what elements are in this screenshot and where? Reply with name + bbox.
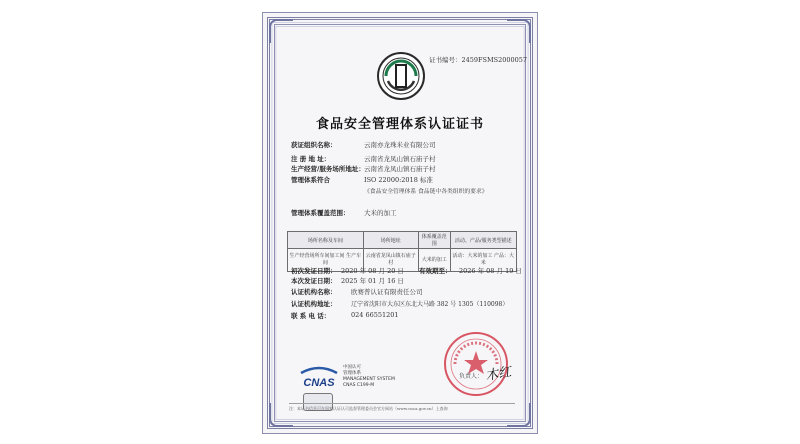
table-header: 场所地址 bbox=[363, 232, 418, 249]
certificate-number-label: 证书编号： bbox=[429, 56, 462, 64]
field-label-standard: 管理体系符合 bbox=[291, 176, 330, 184]
certificate-page bbox=[262, 12, 538, 434]
certificate-number-value: 2459FSMS2000057 bbox=[461, 56, 528, 64]
table-cell: 生产经营场所车间加工间 生产车间 bbox=[288, 249, 364, 272]
table-cell: 大米的加工 bbox=[418, 249, 450, 272]
cnas-line: CNAS C199-M bbox=[343, 383, 375, 388]
field-value-scope: 大米的加工 bbox=[364, 209, 397, 217]
field-value-organization: 云南亦龙珠米业有限公司 bbox=[364, 141, 436, 149]
table-cell: 活动：大米的加工 产品：大米 bbox=[450, 249, 516, 272]
field-label-scope: 管理体系覆盖范围： bbox=[291, 209, 350, 217]
issuer-phone-value: 024 66551201 bbox=[351, 311, 399, 319]
footer-divider bbox=[289, 403, 515, 404]
issuer-name-label: 认证机构名称： bbox=[291, 288, 337, 296]
first-issue-date-label: 初次发证日期： bbox=[291, 267, 337, 275]
certificate-number bbox=[429, 55, 527, 64]
first-issue-date-value: 2020 年 08 月 20 日 bbox=[341, 267, 404, 275]
handwritten-signature: 木红 bbox=[484, 364, 513, 385]
cnas-logo-icon bbox=[297, 365, 341, 391]
cnas-text-block bbox=[343, 365, 395, 389]
issuer-name-value: 欧赛普认证有限责任公司 bbox=[351, 288, 423, 296]
issuer-address-value: 辽宁省沈阳市大东区东北大马路 382 号 1305（110098） bbox=[351, 301, 509, 308]
cnas-line: MANAGEMENT SYSTEM bbox=[343, 377, 395, 382]
cnas-line: 管理体系 bbox=[343, 371, 361, 376]
issuer-address-label: 认证机构地址： bbox=[291, 300, 337, 308]
table-header: 场所名称及车间 bbox=[288, 232, 364, 249]
valid-until-value: 2026 年 08 月 19 日 bbox=[459, 267, 522, 275]
current-issue-date-label: 本次发证日期： bbox=[291, 277, 337, 285]
cnas-badge-text: CNAS bbox=[303, 377, 335, 389]
field-value-standard-name: 《食品安全管理体系 食品链中各类组织的要求》 bbox=[364, 189, 488, 195]
cnas-line: 中国认可 bbox=[343, 365, 361, 370]
valid-until-label: 有效期至： bbox=[419, 267, 452, 275]
corner-ornament bbox=[507, 19, 531, 43]
certificate-footer-note: 注：本证书信息可在国家认证认可监督管理委员会官方网站（www.cnca.gov.cn）上查询 bbox=[289, 406, 448, 411]
current-issue-date-value: 2025 年 01 月 16 日 bbox=[341, 277, 404, 285]
table-cell: 云南省龙凤山镇石庙子村 bbox=[363, 249, 418, 272]
field-value-standard: ISO 22000:2018 标准 bbox=[364, 176, 433, 184]
field-label-site-address: 生产经营/服务场所地址： bbox=[291, 165, 365, 173]
field-label-address: 注 册 地 址： bbox=[291, 155, 331, 163]
table-header: 活动、产品/服务类型描述 bbox=[450, 232, 516, 249]
table-header: 体系覆盖范围 bbox=[418, 232, 450, 249]
field-value-address: 云南省龙凤山镇石庙子村 bbox=[364, 155, 436, 163]
certification-body-logo-icon bbox=[376, 51, 426, 101]
table-header-row bbox=[288, 232, 517, 249]
field-value-site-address: 云南省龙凤山镇石庙子村 bbox=[364, 165, 436, 173]
issuer-phone-label: 联 系 电 话： bbox=[291, 312, 331, 320]
corner-ornament bbox=[269, 19, 293, 43]
field-label-organization: 获证组织名称： bbox=[291, 141, 337, 149]
certificate-title: 食品安全管理体系认证证书 bbox=[315, 117, 484, 132]
signer-label: 负责人： bbox=[459, 373, 484, 380]
